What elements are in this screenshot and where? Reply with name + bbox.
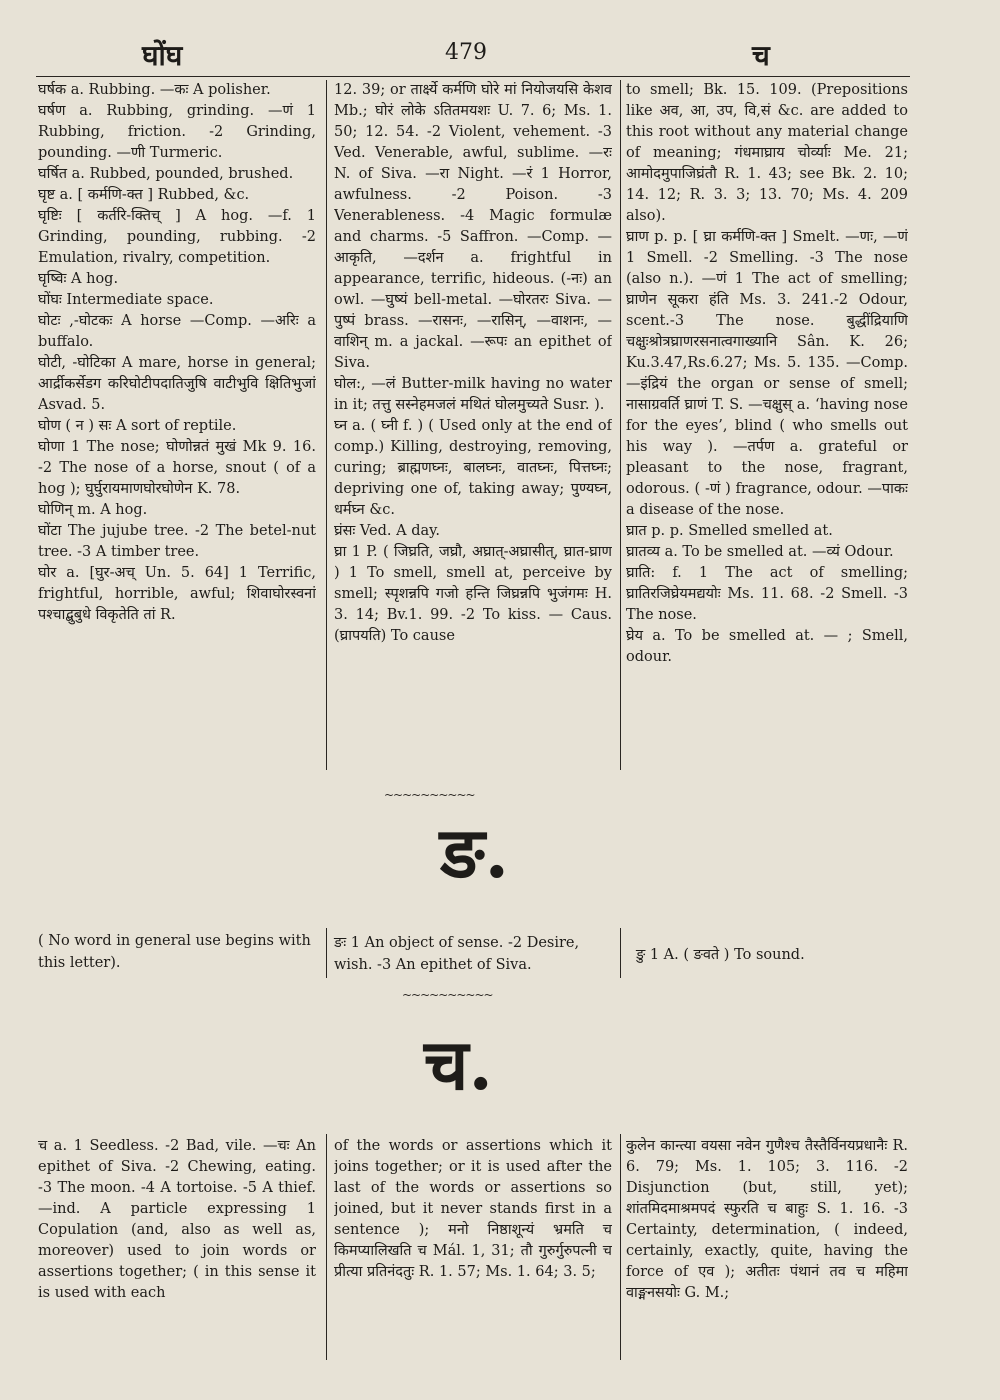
entry: घ्रेय a. To be smelled at. — ; Smell, odour. [626,628,908,665]
entry: च a. 1 Seedless. -2 Bad, vile. —चः An epithet of Siva. -2 Chewing, eating. -3 The moon. -4 A tortoise. -5 A thief. —ind. A particle expressing 1 Copulation (and, also as well as, moreover) used to join words or assertions together; ( in this sense it is used with each [38,1138,316,1301]
cha-column-2 [334,1136,612,1356]
entry: घर्षक a. Rubbing. —कः A polisher. [38,82,271,98]
entry: 12. 39; or तार्क्ष्ये कर्मणि घोरे मां नियोजयसि केशव Mb.; घोरं लोके ऽतितमयशः U. 7. 6; Ms. 1. 50; 12. 54. -2 Violent, vehement. -3 Ved. Venerable, awful, sublime. —रः N. of Siva. —रा Night. —रं 1 Horror, awfulness. -2 Poison. -3 Venerableness. -4 Magic formulæ and charms. -5 Saffron. —Comp. —आकृति, —दर्शन a. frightful in appearance, terrific, hideous. (-नः) an owl. —घुष्यं bell-metal. —घोरतरः Siva. —पुष्पं brass. —रासनः, —रासिन्, —वाशनः, —वाशिन् m. a jackal. —रूपः an epithet of Siva. [334,82,612,371]
entry: घ्राण p. p. [ घ्रा कर्मणि-क्त ] Smelt. —णः, —णं 1 Smell. -2 Smelling. -3 The nose (also n.). —णं 1 The act of smelling; घ्राणेन सूकरा हंति Ms. 3. 241.-2 Odour, scent.-3 The nose. बुद्धींद्रियाणि चक्षुःश्रोत्रघ्राणरसनात्वगाख्यानि Sân. K. 26; Ku.3.47,Rs.6.27; Ms. 5. 135. —Comp. —इंद्रियं the organ or sense of smell; नासाग्रवर्ति घ्राणं T. S. —चक्षुस् a. ‘having nose for the eyes’, blind ( who smells out his way ). —तर्पण a. grateful or pleasant to the nose, fragrant, odorous. ( -णं ) fragrance, odour. —पाकः a disease of the nose. [626,229,908,518]
nga-divider-2 [620,928,621,978]
entry: घ्न a. ( घ्नी f. ) ( Used only at the end of comp.) Killing, destroying, removing, curing; ब्राह्मणघ्नः, बालघ्नः, वातघ्नः, पित्तघ्नः; depriving one of, taking away; पुण्यघ्न, धर्मघ्न &c. [334,418,612,518]
entry: घोणा 1 The nose; घोणोन्नतं मुखं Mk 9. 16. -2 The nose of a horse, snout ( of a hog ); घुर्घुरायमाणघोरघोणेन K. 78. [38,439,316,497]
entry: कुलेन कान्त्या वयसा नवेन गुणैश्च तैस्तैर्विनयप्रधानैः R. 6. 79; Ms. 1. 105; 3. 116. -2 Disjunction (but, still, yet); शांतमिदमाश्रमपदं स्फुरति च बाहुः S. 1. 16. -3 Certainty, determination, ( indeed, certainly, exactly, quite, having the force of एव ); अतीतः पंथानं तव च महिमा वाङ्मनसयोः G. M.; [626,1138,908,1301]
upper-column-1 [38,80,316,770]
section-ornament-nga: ~~~~~~~~~~ [384,788,475,802]
entry: घोण ( न ) सः A sort of reptile. [38,418,237,434]
entry: घृष्टिः [ कर्तरि-क्तिच् ] A hog. —f. 1 Grinding, pounding, rubbing. -2 Emulation, rivalry, competition. [38,208,316,266]
cha-divider-2 [620,1134,621,1360]
entry: घ्रा 1 P. ( जिघ्रति, जघ्रौ, अघ्रात्-अघ्रासीत्, घ्रात-घ्राण ) 1 To smell, smell at, perceive by smell; स्पृशन्नपि गजो हन्ति जिघ्रन्नपि भुजंगमः H. 3. 14; Bv.1. 99. -2 To kiss. — Caus. (घ्रापयति) To cause [334,544,612,644]
upper-column-3 [626,80,908,770]
column-divider-1 [326,80,327,770]
entry: घोंघः Intermediate space. [38,292,214,308]
upper-column-2 [334,80,612,770]
entry: to smell; Bk. 15. 109. (Prepositions like अव, आ, उप, वि,सं &c. are added to this root without any material change of meaning; गंधमाघ्राय चोर्व्याः Me. 21; आमोदमुपाजिघ्रंतौ R. 1. 43; see Bk. 2. 10; 14. 12; R. 3. 3; 13. 70; Ms. 4. 209 also). [626,82,908,224]
entry: घ्राति: f. 1 The act of smelling; घ्रातिरजिघ्रेयमद्ययोः Ms. 11. 68. -2 Smell. -3 The nose. [626,565,908,623]
nga-divider-1 [326,928,327,978]
entry: घ्रातव्य a. To be smelled at. —व्यं Odour. [626,544,894,560]
cha-column-1 [38,1136,316,1356]
entry: घृष्विः A hog. [38,271,119,287]
entry: घर्षण a. Rubbing, grinding. —णं 1 Rubbing, friction. -2 Grinding, pounding. —णी Turmeric. [38,103,316,161]
entry: घोटी, -घोटिका A mare, horse in general; आर्द्रीकर्सेडग करिघोटीपदातिजुषि वाटीभुवि क्षितिभुजां Asvad. 5. [38,355,316,413]
entry: of the words or assertions which it joins together; or it is used after the last of the words or assertions so joined, but it never stands first in a sentence ); मनो निष्ठाशून्यं भ्रमति च किमप्यालिखति च Mál. 1, 31; तौ गुरुर्गुरुपत्नी च प्रीत्या प्रतिनंदतुः R. 1. 57; Ms. 1. 64; 3. 5; [334,1138,612,1280]
header-right-guideword: च [752,39,770,72]
entry: घोणिन् m. A hog. [38,502,148,518]
header-rule [36,76,910,77]
header-left-guideword: घोंघ [142,39,183,72]
entry: घृष्ट a. [ कर्मणि-क्त ] Rubbed, &c. [38,187,250,203]
section-letter-cha: च. [424,1023,493,1106]
entry: घोल:, —लं Butter-milk having no water in it; तत्तु सस्नेहमजलं मथितं घोलमुच्यते Susr. ). [334,376,612,413]
section-letter-nga: ङ. [440,811,509,894]
entry: घोटः ,-घोटकः A horse —Comp. —अरिः a buffalo. [38,313,316,350]
entry: घ्रात p. p. Smelled smelled at. [626,523,833,539]
cha-divider-1 [326,1134,327,1360]
nga-left-note: ( No word in general use begins with this letter). [38,933,311,971]
entry: घोर a. [घुर-अच् Un. 5. 64] 1 Terrific, frightful, horrible, awful; शिवाघोरस्वनां पश्चाद्बुबुधे विकृतेति तां R. [38,565,316,623]
page-header [0,36,1000,76]
entry: घ्रंसः Ved. A day. [334,523,441,539]
column-divider-2 [620,80,621,770]
cha-column-3 [626,1136,908,1356]
page-number: 479 [445,40,487,65]
entry: घोंटा The jujube tree. -2 The betel-nut tree. -3 A timber tree. [38,523,316,560]
entry: घर्षित a. Rubbed, pounded, brushed. [38,166,294,182]
section-ornament-cha: ~~~~~~~~~~ [402,988,493,1002]
nga-right-entry: ङु 1 A. ( ङवते ) To sound. [636,947,805,963]
nga-middle-entry: ङः 1 An object of sense. -2 Desire, wish. -3 An epithet of Siva. [334,935,580,973]
